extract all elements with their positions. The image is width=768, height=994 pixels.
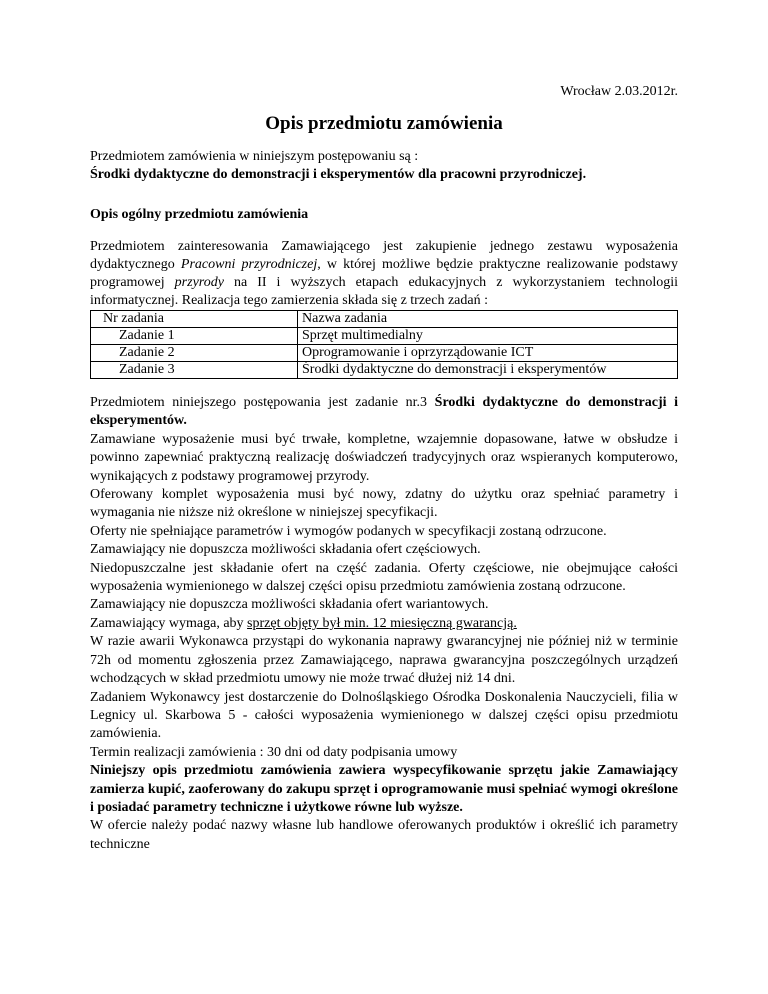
table-row <box>91 345 678 362</box>
general-italic-2: przyrody <box>174 275 224 290</box>
intro-subject: Środki dydaktyczne do demonstracji i eksperymentów dla pracowni przyrodniczej. <box>90 167 587 182</box>
subject-bold: Środki dydaktyczne do demonstracji i eksperymentów. <box>90 395 679 429</box>
general-text-3: na II i wyższych etapach edukacyjnych z wykorzystaniem technologii informatycznej. Realizacja tego zamierzenia składa się z trzech zadań : <box>90 275 678 308</box>
paragraph: W ofercie należy podać nazwy własne lub handlowe oferowanych produktów i określić ich parametry techniczne <box>90 818 678 852</box>
body-text <box>90 394 678 854</box>
warranty-text: Zamawiający wymaga, aby <box>90 615 248 631</box>
intro-line: Przedmiotem zamówienia w niniejszym postępowaniu są : <box>90 149 419 164</box>
subject-paragraph <box>90 394 678 431</box>
table-cell: Zadanie 1 <box>91 328 298 345</box>
paragraph-bold: Niniejszy opis przedmiotu zamówienia zawiera wyspecyfikowanie sprzętu jakie Zamawiający zamierza kupić, zaoferowany do zakupu sprzęt i oprogramowanie musi spełniać wymogi określone i posiadać parametry techniczne i użytkowe równe lub wyższe. <box>90 763 678 815</box>
table-header-row <box>91 311 678 328</box>
paragraph: Oferowany komplet wyposażenia musi być nowy, zdatny do użytku oraz spełniać parametry i wymagania nie niższe niż określone w niniejszej specyfikacji. <box>90 487 678 521</box>
table-cell: Środki dydaktyczne do demonstracji i eksperymentów <box>298 362 678 379</box>
table-cell: Zadanie 3 <box>91 362 298 379</box>
paragraph: Oferty nie spełniające parametrów i wymogów podanych w specyfikacji zostaną odrzucone. <box>90 523 607 539</box>
table-row <box>91 328 678 345</box>
paragraph: W razie awarii Wykonawca przystąpi do wykonania naprawy gwarancyjnej nie później niż w terminie 72h od momentu zgłoszenia przez Zamawiającego, naprawa gwarancyjna poszczególnych urządzeń wchodzących w skład przedmiotu umowy nie może trwać dłużej niż 14 dni. <box>90 634 678 687</box>
document-title: Opis przedmiotu zamówienia <box>265 113 503 134</box>
paragraph: Zamawiane wyposażenie musi być trwałe, kompletne, wzajemnie dopasowane, łatwe w obsłudze i powinno zapewniać praktyczną realizację doświadczeń tradycyjnych oraz wspieranych komputerowo, wynikających z podstawy programowej przyrody. <box>90 431 678 484</box>
warranty-underlined: sprzęt objęty był min. 12 miesięczną gwarancją. <box>247 615 517 631</box>
paragraph: Zadaniem Wykonawcy jest dostarczenie do Dolnośląskiego Ośrodka Doskonalenia Nauczycieli, filia w Legnicy ul. Skarbowa 5 - całości wyposażenia wymienionego w dalszej części opisu przedmiotu zamówienia. <box>90 689 678 742</box>
document-date: Wrocław 2.03.2012r. <box>560 84 678 99</box>
table-header-cell: Nr zadania <box>91 311 298 328</box>
paragraph: Zamawiający nie dopuszcza możliwości składania ofert wariantowych. <box>90 597 489 613</box>
table-cell: Oprogramowanie i oprzyrządowanie ICT <box>298 345 678 362</box>
warranty-paragraph <box>90 615 678 633</box>
paragraph: Termin realizacji zamówienia : 30 dni od daty podpisania umowy <box>90 744 458 760</box>
table-cell: Zadanie 2 <box>91 345 298 362</box>
table-row <box>91 362 678 379</box>
general-paragraph <box>90 238 678 310</box>
table-header-cell: Nazwa zadania <box>298 311 678 328</box>
tasks-table <box>90 310 678 379</box>
paragraph: Zamawiający nie dopuszcza możliwości składania ofert częściowych. <box>90 542 481 558</box>
general-text-1: Przedmiotem zainteresowania Zamawiającego jest zakupienie jednego zestawu wyposażenia dydaktycznego <box>90 239 678 272</box>
subject-text: Przedmiotem niniejszego postępowania jest zadanie nr.3 <box>90 395 435 410</box>
section-heading: Opis ogólny przedmiotu zamówienia <box>90 207 309 222</box>
intro <box>90 148 678 184</box>
table-cell: Sprzęt multimedialny <box>298 328 678 345</box>
paragraph: Niedopuszczalne jest składanie ofert na część zadania. Oferty częściowe, nie obejmujące całości wyposażenia wymienionego w dalszej części opisu przedmiotu zamówienia zostaną odrzucone. <box>90 560 678 595</box>
general-text-2: , w której możliwe będzie praktyczne realizowanie podstawy programowej <box>90 257 678 290</box>
general-italic-1: Pracowni przyrodniczej <box>180 257 318 272</box>
